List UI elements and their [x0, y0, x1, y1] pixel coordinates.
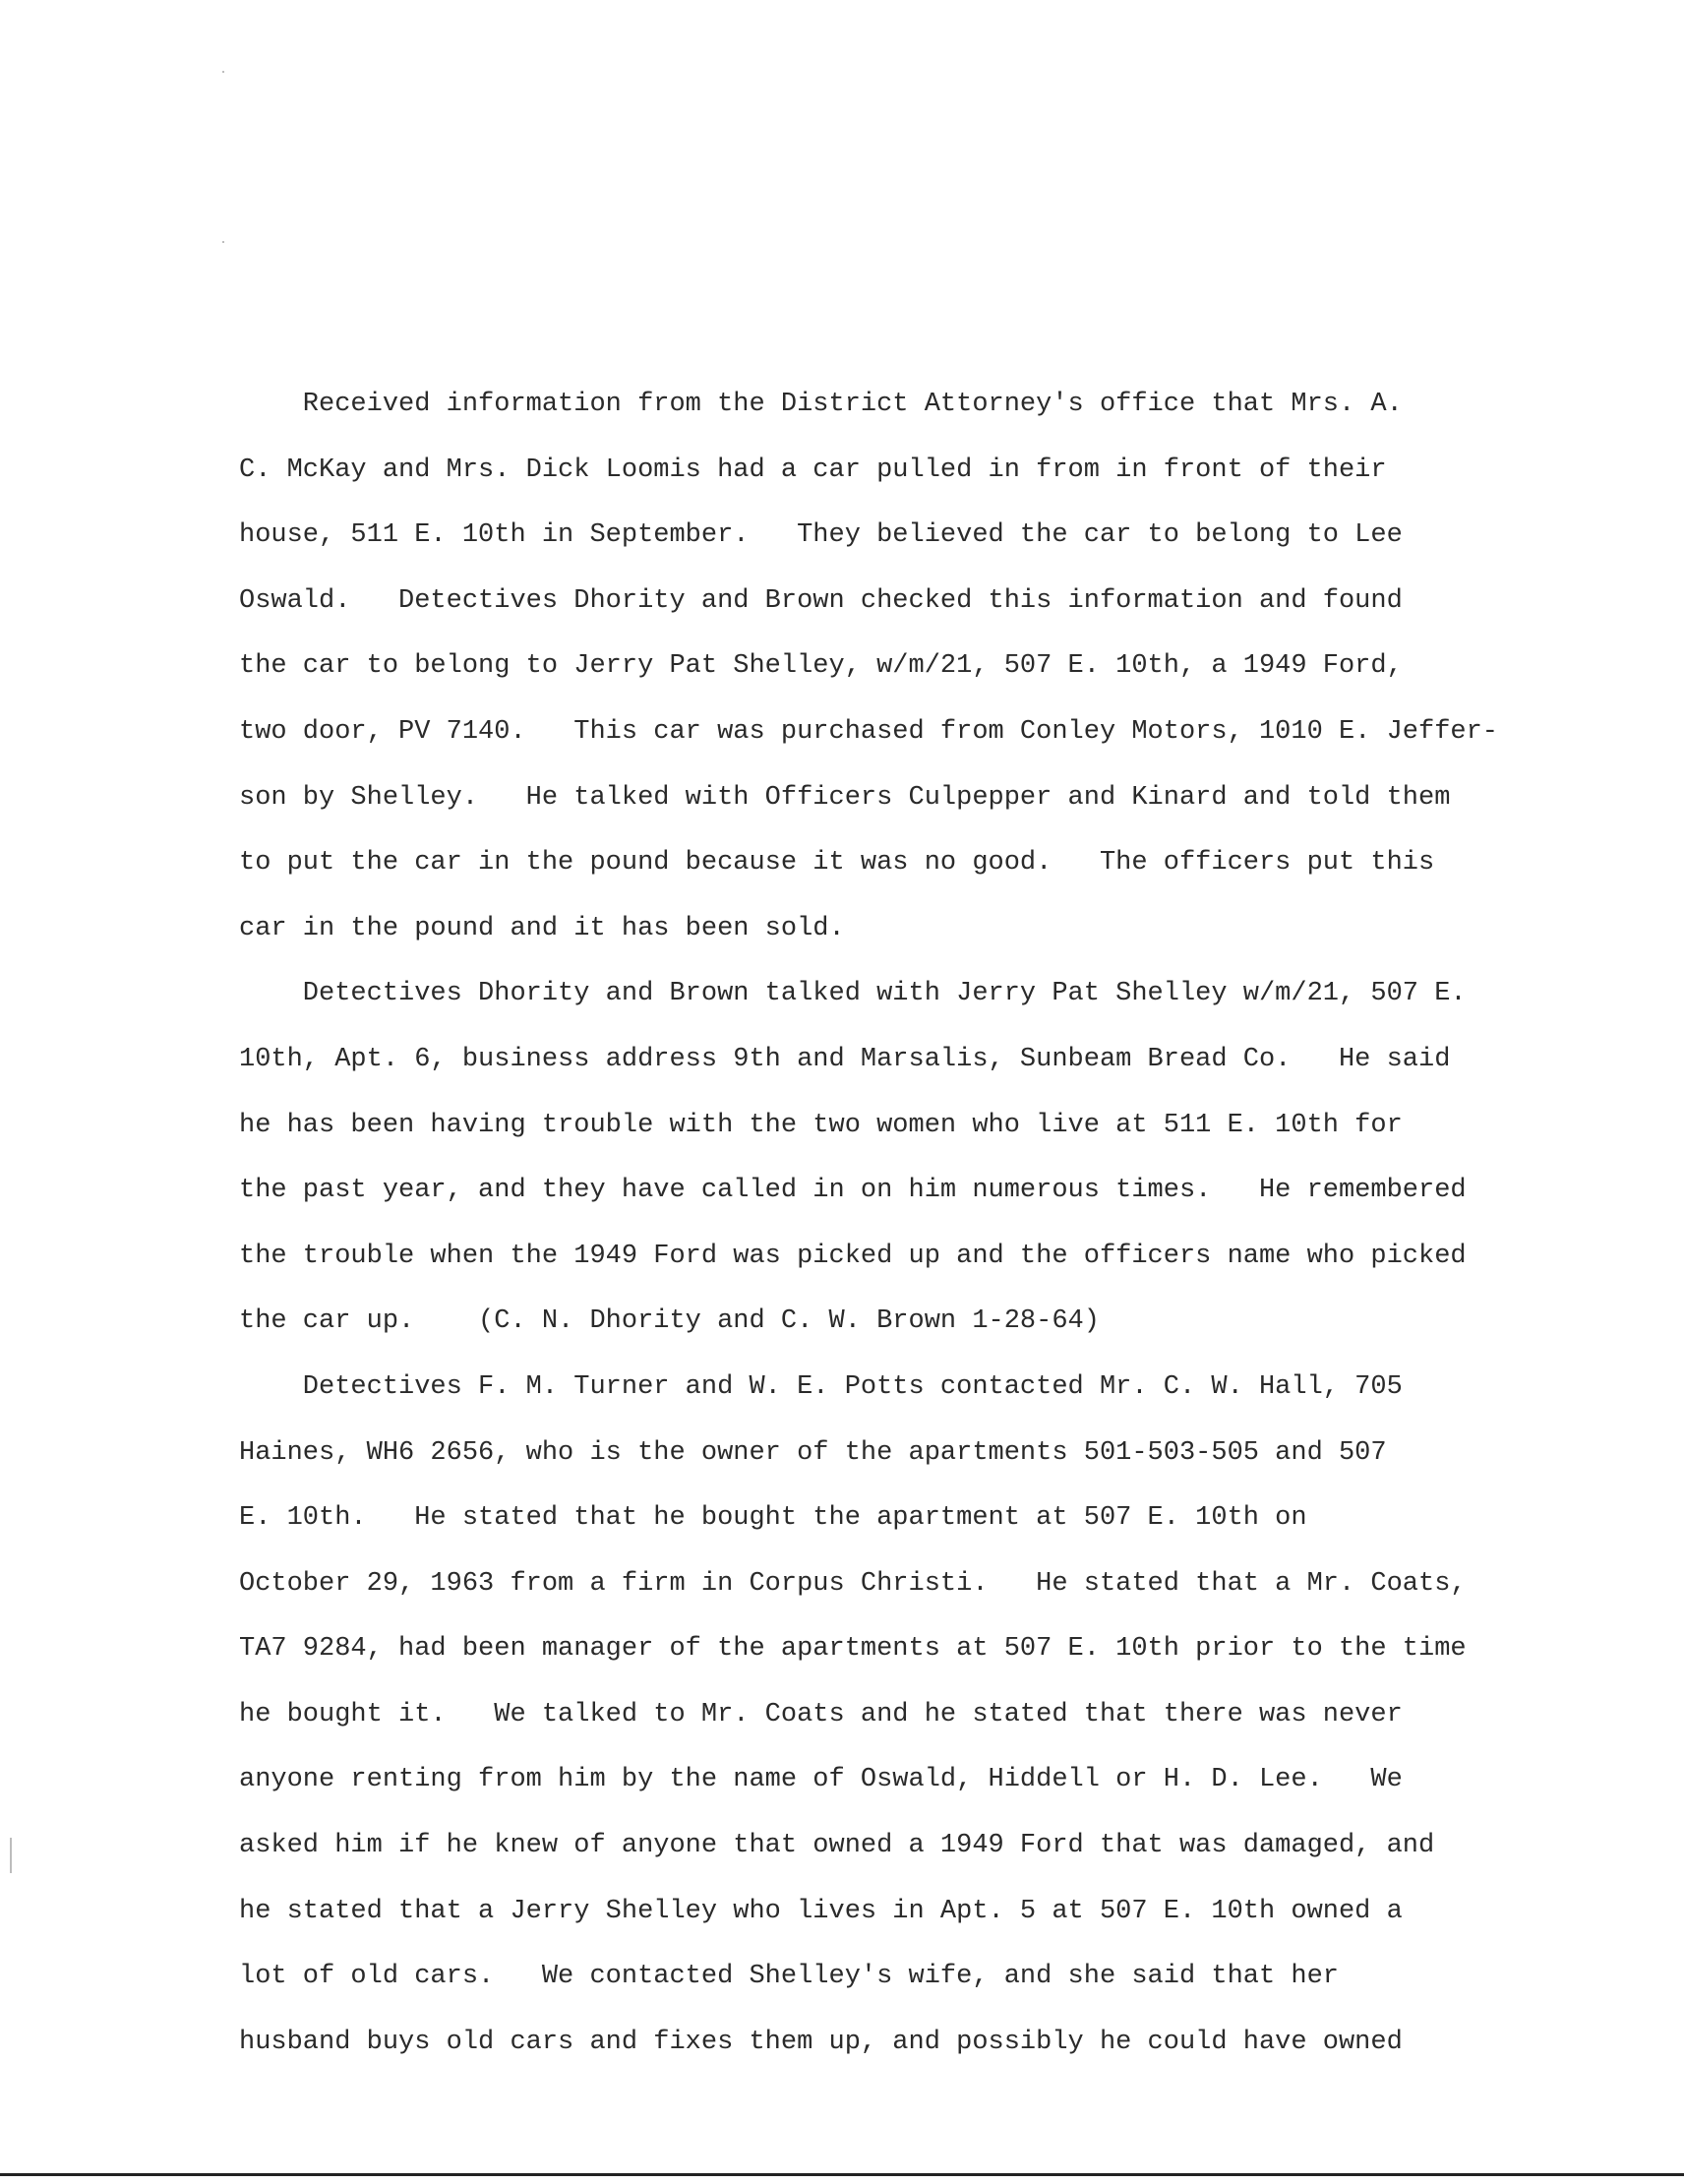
text-line: C. McKay and Mrs. Dick Loomis had a car pulled in from in front of their	[239, 455, 1387, 485]
text-line: he has been having trouble with the two women who live at 511 E. 10th for	[239, 1110, 1403, 1140]
scan-speck	[222, 71, 224, 73]
text-line: anyone renting from him by the name of Oswald, Hiddell or H. D. Lee. We	[239, 1765, 1403, 1795]
text-line: the trouble when the 1949 Ford was picked up and the officers name who picked	[239, 1241, 1467, 1271]
text-line: son by Shelley. He talked with Officers Culpepper and Kinard and told them	[239, 782, 1451, 813]
page-bottom-edge	[0, 2173, 1684, 2176]
text-line: lot of old cars. We contacted Shelley's wife, and she said that her	[239, 1962, 1339, 1992]
text-line: car in the pound and it has been sold.	[239, 913, 845, 943]
text-line: Haines, WH6 2656, who is the owner of the apartments 501-503-505 and 507	[239, 1437, 1387, 1468]
text-line: two door, PV 7140. This car was purchased from Conley Motors, 1010 E. Jeffer-	[239, 716, 1499, 747]
text-line: house, 511 E. 10th in September. They believed the car to belong to Lee	[239, 520, 1403, 551]
text-line: he bought it. We talked to Mr. Coats and he stated that there was never	[239, 1699, 1403, 1729]
text-line: the car to belong to Jerry Pat Shelley, w/m/21, 507 E. 10th, a 1949 Ford,	[239, 651, 1403, 682]
scan-speck	[10, 1838, 12, 1873]
text-line: he stated that a Jerry Shelley who lives in Apt. 5 at 507 E. 10th owned a	[239, 1896, 1403, 1926]
text-line: Oswald. Detectives Dhority and Brown checked this information and found	[239, 585, 1403, 616]
text-line: E. 10th. He stated that he bought the apartment at 507 E. 10th on	[239, 1503, 1307, 1534]
text-line: October 29, 1963 from a firm in Corpus Christi. He stated that a Mr. Coats,	[239, 1568, 1467, 1599]
text-line: the past year, and they have called in on him numerous times. He remembered	[239, 1176, 1467, 1206]
text-line: asked him if he knew of anyone that owned a 1949 Ford that was damaged, and	[239, 1831, 1435, 1861]
text-line: to put the car in the pound because it was no good. The officers put this	[239, 848, 1435, 879]
scan-speck	[222, 241, 224, 243]
text-line: Detectives Dhority and Brown talked with Jerry Pat Shelley w/m/21, 507 E.	[239, 979, 1467, 1009]
text-line: TA7 9284, had been manager of the apartments at 507 E. 10th prior to the time	[239, 1634, 1467, 1665]
text-line: the car up. (C. N. Dhority and C. W. Brown 1-28-64)	[239, 1306, 1100, 1337]
text-line: husband buys old cars and fixes them up, and possibly he could have owned	[239, 2027, 1403, 2057]
text-line: Detectives F. M. Turner and W. E. Potts contacted Mr. C. W. Hall, 705	[239, 1371, 1403, 1402]
text-line: 10th, Apt. 6, business address 9th and Marsalis, Sunbeam Bread Co. He said	[239, 1044, 1451, 1074]
typed-report-text	[239, 372, 1547, 2075]
text-line: Received information from the District Attorney's office that Mrs. A.	[239, 390, 1403, 419]
